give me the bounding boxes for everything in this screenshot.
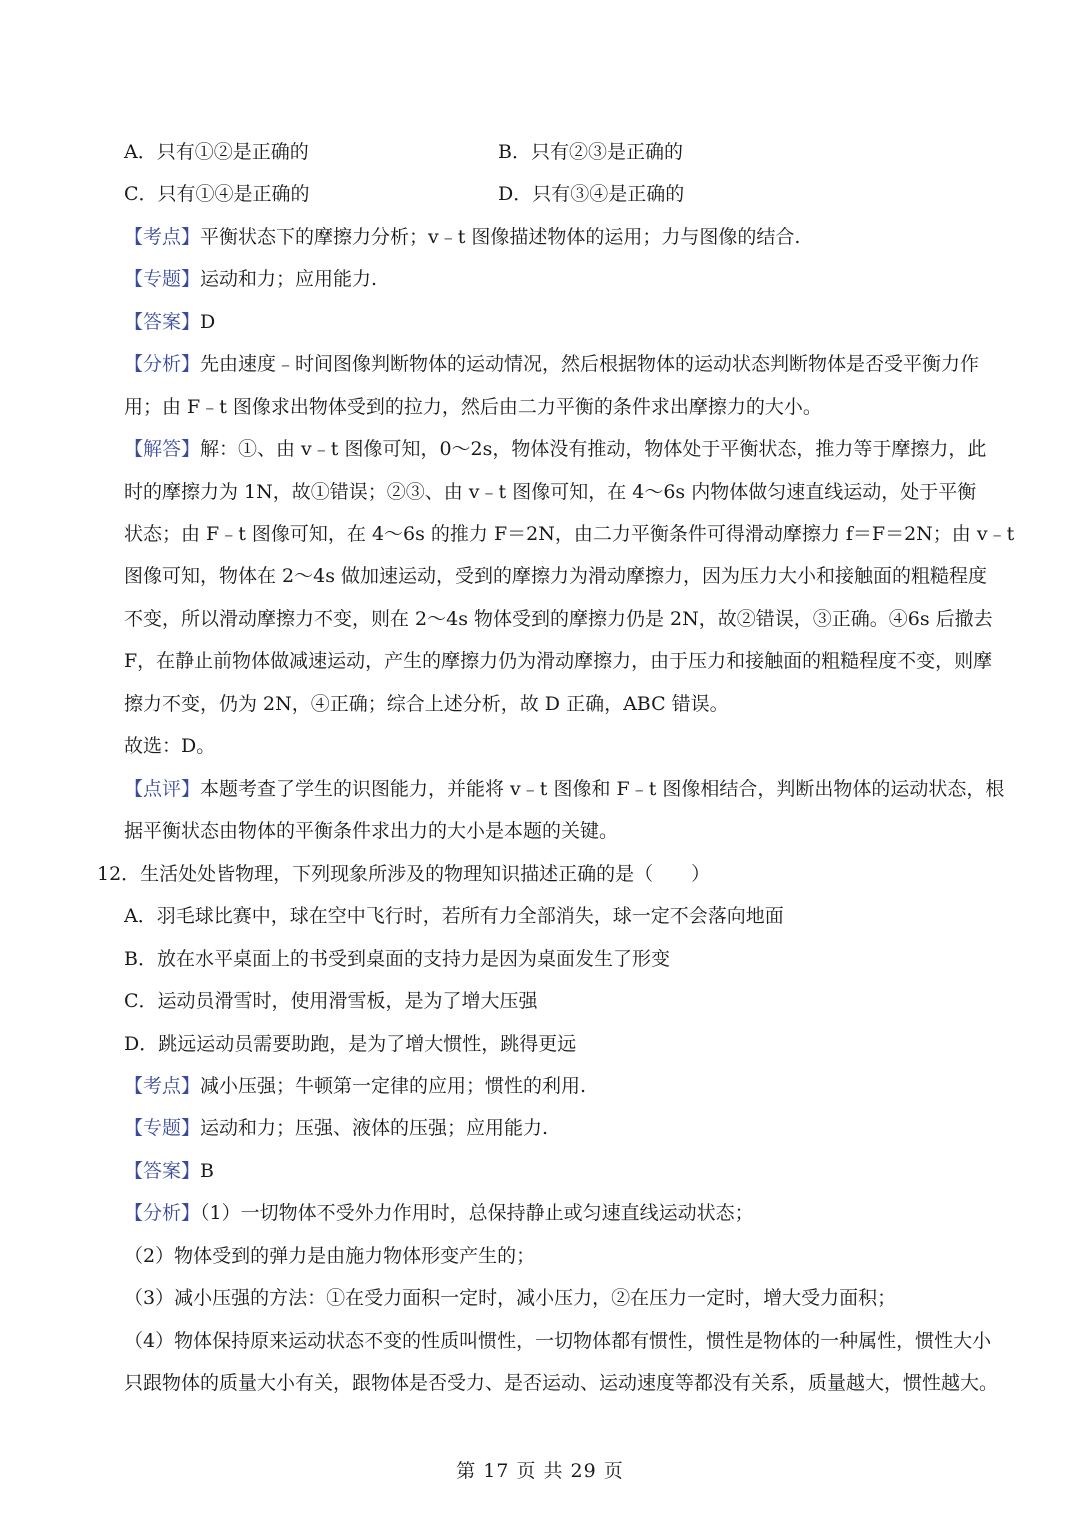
q12-stem: 12．生活处处皆物理，下列现象所涉及的物理知识描述正确的是（ ）	[97, 863, 711, 885]
q11-jieda	[124, 436, 986, 462]
q12-option-b: B．放在水平桌面上的书受到桌面的支持力是因为桌面发生了形变	[124, 948, 670, 970]
daan-tag: 【答案】	[124, 311, 201, 333]
daan-text: D	[200, 311, 216, 333]
fenxi-tag: 【分析】	[124, 353, 201, 375]
q12-option-d: D．跳远运动员需要助跑，是为了增大惯性，跳得更远	[124, 1033, 577, 1055]
q11-jieda-line2: 时的摩擦力为 1N，故①错误；②③、由 v﹣t 图像可知，在 4～6s 内物体做匀速直线运动，处于平衡	[124, 481, 977, 503]
q11-dianping	[124, 776, 1004, 802]
q12-zhuanti	[124, 1115, 548, 1141]
page-footer: 第 17 页 共 29 页	[456, 1460, 624, 1482]
jieda-line: 解：①、由 v﹣t 图像可知，0～2s，物体没有推动，物体处于平衡状态，推力等于摩擦力，此	[200, 438, 987, 460]
daan-tag: 【答案】	[124, 1160, 201, 1182]
daan-text: B	[200, 1160, 214, 1182]
q11-jieda-line7: 擦力不变，仍为 2N，④正确；综合上述分析，故 D 正确，ABC 错误。	[124, 693, 729, 715]
zhuanti-tag: 【专题】	[124, 1117, 201, 1139]
kaodian-tag: 【考点】	[124, 1075, 201, 1097]
q11-jieda-line5: 不变，所以滑动摩擦力不变，则在 2～4s 物体受到的摩擦力仍是 2N，故②错误，③正确。④6s 后撤去	[124, 608, 993, 630]
q12-fenxi-line5: 只跟物体的质量大小有关，跟物体是否受力、是否运动、运动速度等都没有关系，质量越大，惯性越大。	[124, 1372, 999, 1394]
fenxi-line: 先由速度﹣时间图像判断物体的运动情况，然后根据物体的运动状态判断物体是否受平衡力作	[200, 353, 980, 375]
kaodian-text: 平衡状态下的摩擦力分析；v﹣t 图像描述物体的运用；力与图像的结合.	[200, 226, 801, 248]
kaodian-tag: 【考点】	[124, 226, 201, 248]
q12-daan	[124, 1158, 214, 1184]
q11-jieda-line6: F，在静止前物体做减速运动，产生的摩擦力仍为滑动摩擦力，由于压力和接触面的粗糙程度不变，则摩	[124, 650, 993, 672]
q11-daan	[124, 309, 215, 335]
q11-option-b: B．只有②③是正确的	[498, 141, 683, 163]
q11-fenxi-line2: 用；由 F﹣t 图像求出物体受到的拉力，然后由二力平衡的条件求出摩擦力的大小。	[124, 396, 822, 418]
q12-fenxi-line3: （3）减小压强的方法：①在受力面积一定时，减小压力，②在压力一定时，增大受力面积；	[124, 1287, 897, 1309]
jieda-tag: 【解答】	[124, 438, 201, 460]
q11-guxuan: 故选：D。	[124, 735, 216, 757]
q11-option-a: A．只有①②是正确的	[124, 141, 309, 163]
q12-fenxi-line2: （2）物体受到的弹力是由施力物体形变产生的；	[124, 1245, 536, 1267]
q11-zhuanti	[124, 266, 377, 292]
q12-fenxi-line4: （4）物体保持原来运动状态不变的性质叫惯性，一切物体都有惯性，惯性是物体的一种属性，惯性大小	[124, 1330, 992, 1352]
zhuanti-text: 运动和力；应用能力.	[200, 268, 378, 290]
q12-option-a: A．羽毛球比赛中，球在空中飞行时，若所有力全部消失，球一定不会落向地面	[124, 905, 784, 927]
q11-option-c: C．只有①④是正确的	[124, 183, 310, 205]
q11-kaodian	[124, 224, 800, 250]
q11-jieda-line4: 图像可知，物体在 2～4s 做加速运动，受到的摩擦力为滑动摩擦力，因为压力大小和接触面的粗糙程度	[124, 565, 988, 587]
zhuanti-text: 运动和力；压强、液体的压强；应用能力.	[200, 1117, 549, 1139]
q12-kaodian	[124, 1073, 586, 1099]
fenxi-line: （1）一切物体不受外力作用时，总保持静止或匀速直线运动状态；	[200, 1202, 754, 1224]
q12-fenxi	[124, 1200, 754, 1226]
dianping-line: 本题考查了学生的识图能力，并能将 v﹣t 图像和 F﹣t 图像相结合，判断出物体的运动状态，根	[200, 778, 1005, 800]
q11-fenxi	[124, 351, 979, 377]
q11-option-d: D．只有③④是正确的	[498, 183, 685, 205]
q11-dianping-line2: 据平衡状态由物体的平衡条件求出力的大小是本题的关键。	[124, 820, 619, 842]
q12-option-c: C．运动员滑雪时，使用滑雪板，是为了增大压强	[124, 990, 538, 1012]
fenxi-tag: 【分析】	[124, 1202, 201, 1224]
dianping-tag: 【点评】	[124, 778, 201, 800]
zhuanti-tag: 【专题】	[124, 268, 201, 290]
q11-jieda-line3: 状态；由 F﹣t 图像可知，在 4～6s 的推力 F＝2N，由二力平衡条件可得滑动摩擦力 f＝F＝2N；由 v﹣t	[124, 523, 1015, 545]
kaodian-text: 减小压强；牛顿第一定律的应用；惯性的利用.	[200, 1075, 587, 1097]
